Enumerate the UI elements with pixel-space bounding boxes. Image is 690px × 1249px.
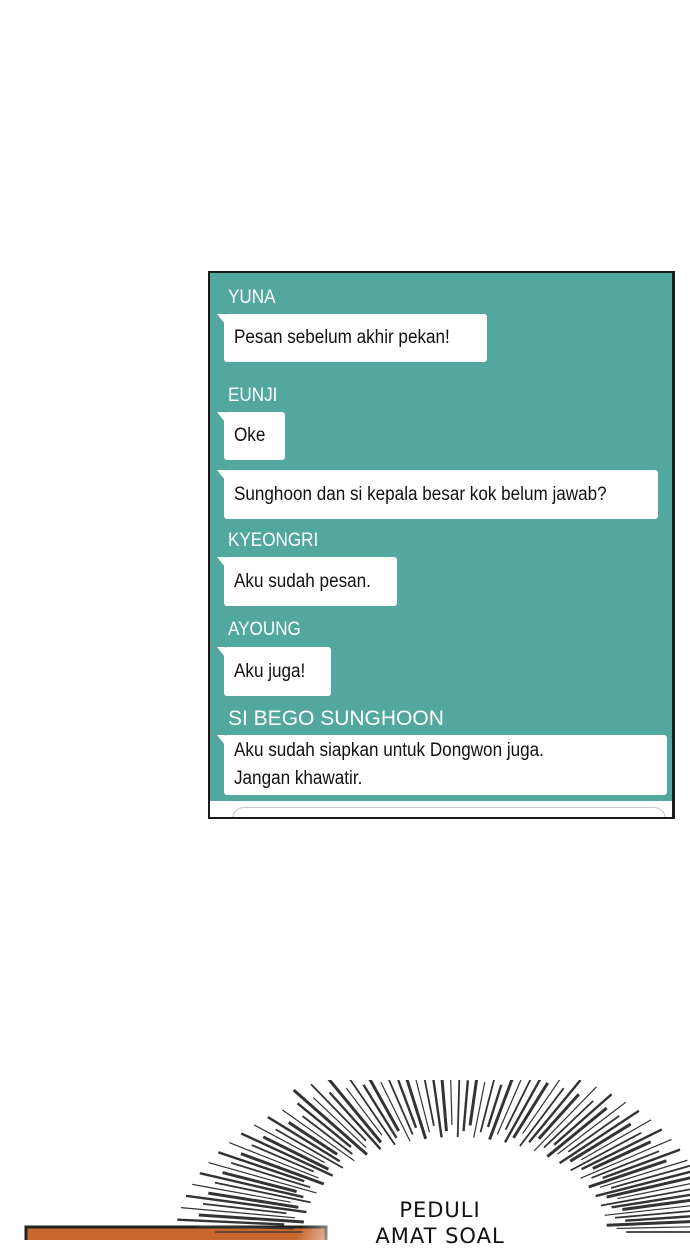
burst-ray xyxy=(441,1080,447,1131)
burst-ray xyxy=(365,1080,398,1131)
message-input[interactable] xyxy=(232,807,666,819)
message-bubble xyxy=(224,314,487,362)
chat-screen xyxy=(208,271,675,819)
message-text: Aku sudah pesan. xyxy=(234,570,371,592)
message-input-bar xyxy=(210,801,672,817)
burst-ray xyxy=(616,1226,690,1228)
message-bubble xyxy=(224,412,285,460)
message-text: Aku juga! xyxy=(234,660,306,682)
sender-name: SI BEGO SUNGHOON xyxy=(228,707,444,730)
message-bubble xyxy=(224,470,658,519)
burst-ray xyxy=(268,1117,340,1161)
sender-name: EUNJI xyxy=(228,385,278,406)
burst-ray xyxy=(488,1085,501,1127)
burst-ray xyxy=(403,1080,426,1139)
message-text-line: Aku sudah siapkan untuk Dongwon juga. xyxy=(234,740,544,761)
shout-text xyxy=(340,1197,540,1249)
burst-ray xyxy=(514,1083,548,1138)
sender-name: KYEONGRI xyxy=(228,530,319,551)
burst-ray xyxy=(433,1080,441,1137)
shout-line: AMAT SOAL xyxy=(375,1224,505,1248)
burst-ray xyxy=(451,1080,452,1125)
sender-name: YUNA xyxy=(228,287,276,308)
message-bubble xyxy=(224,735,667,795)
message-text: Oke xyxy=(234,425,266,446)
burst-ray xyxy=(346,1088,382,1135)
message-bubble xyxy=(224,557,397,606)
burst-ray xyxy=(464,1080,468,1131)
burst-ray xyxy=(363,1085,396,1138)
sender-name: AYOUNG xyxy=(228,619,301,640)
burst-ray xyxy=(607,1220,690,1225)
message-text: Sunghoon dan si kepala besar kok belum jawab? xyxy=(234,483,607,505)
message-bubble xyxy=(224,647,331,696)
burst-ray xyxy=(289,1122,337,1154)
burst-ray xyxy=(422,1080,434,1126)
shout-line: PEDULI xyxy=(399,1198,481,1222)
message-text-line: Jangan khawatir. xyxy=(234,768,363,789)
message-text: Pesan sebelum akhir pekan! xyxy=(234,327,450,348)
burst-ray xyxy=(381,1082,410,1141)
burst-ray xyxy=(458,1080,460,1137)
